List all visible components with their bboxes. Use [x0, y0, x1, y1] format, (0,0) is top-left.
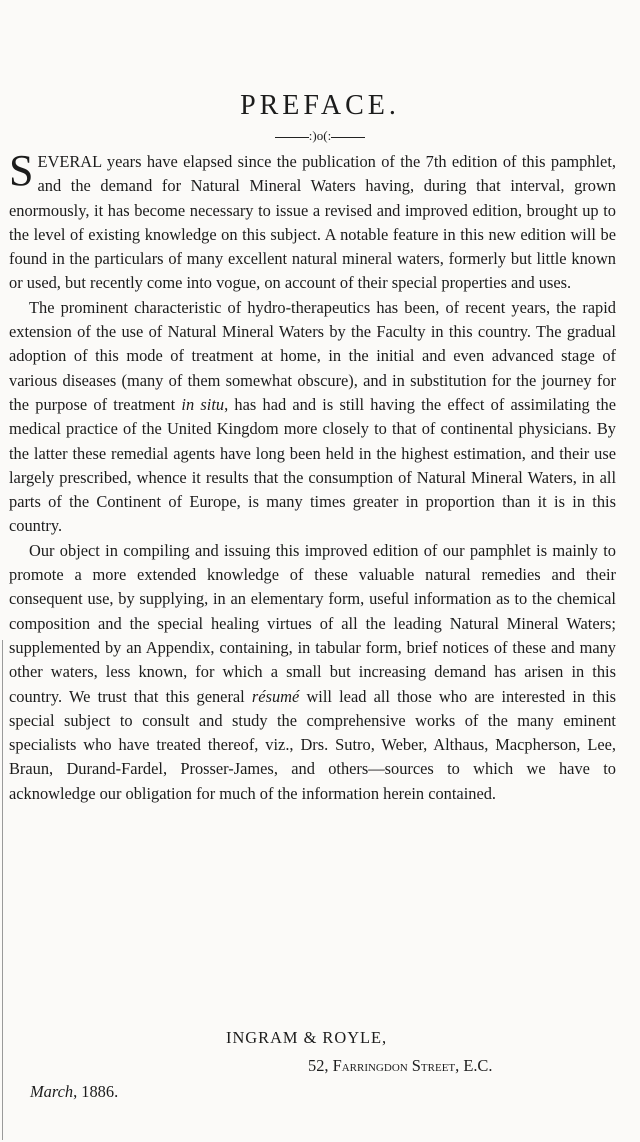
- paragraph-2-text-a: The prominent characteristic of hydro-therapeutics has been, of recent years, the rapid extension of the use of Natural Mineral Waters by the Faculty in this country. The gradual adoption of this mode of treatment at home, in the initial and even advanced stage of various diseases (many of them somewhat obscure), and in substitution for the journey for the purpose of treatment: [9, 297, 616, 414]
- preface-date: [30, 1082, 118, 1102]
- ornament-line-left: [275, 137, 309, 138]
- paragraph-1-lead: EVERAL: [37, 152, 102, 171]
- publisher-address: 52, Farringdon Street, E.C.: [308, 1056, 493, 1075]
- paragraph-3-italic: résumé: [251, 686, 300, 706]
- page-edge-shadow: [2, 640, 3, 1140]
- paragraph-2-italic: in situ: [181, 394, 225, 414]
- title-ornament: [0, 128, 640, 144]
- publisher-name: INGRAM & ROYLE,: [226, 1028, 388, 1047]
- paragraph-1: [9, 146, 616, 296]
- drop-cap: S: [9, 146, 34, 195]
- paragraph-1-text: years have elapsed since the publication of the 7th edition of this pamphlet, and the demand for Natural Mineral Waters having, during that interval, grown enormously, it has become necessary to issue a revised and improved edition, brought up to the level of existing knowledge on this subject. A notable feature in this new edition will be found in the particulars of many excellent natural mineral waters, formerly but little known or used, but recently come into vogue, on account of their special properties and uses.: [9, 152, 616, 293]
- date-year: , 1886.: [73, 1082, 119, 1101]
- paragraph-2: [9, 296, 616, 539]
- date-month: March: [30, 1082, 74, 1101]
- preface-body: [9, 146, 616, 806]
- ornament-line-right: [331, 137, 365, 138]
- ornament-text: :)o(:: [308, 128, 332, 143]
- paragraph-2-text-b: , has had and is still having the effect of assimilating the medical practice of the United Kingdom more closely to that of continental physicians. By the latter these remedial agents have long been held in the highest estimation, and their use largely prescribed, whence it results that the consumption of Natural Mineral Waters, in all parts of the Continent of Europe, is many times greater in proportion than it is in this country.: [9, 394, 616, 536]
- paragraph-3-text-a: Our object in compiling and issuing this improved edition of our pamphlet is mainly to promote a more extended knowledge of these valuable natural remedies and their consequent use, by supplying, in an elementary form, useful information as to the chemical composition and the special healing virtues of all the leading Natural Mineral Waters; supplemented by an Appendix, containing, in tabular form, brief notices of these and many other waters, less known, for which a small but increasing demand has arisen in this country. We trust that this general: [9, 540, 616, 706]
- page-title: PREFACE.: [240, 90, 400, 121]
- paragraph-3-text-b: will lead all those who are interested in this special subject to consult and study the comprehensive works of the many eminent specialists who have treated thereof, viz., Drs. Sutro, Weber, Althaus, Macpherson, Lee, Braun, Durand-Fardel, Prosser-James, and others—sources to which we have to acknowledge our obligation for much of the information herein contained.: [9, 686, 616, 803]
- paragraph-3: [9, 539, 616, 806]
